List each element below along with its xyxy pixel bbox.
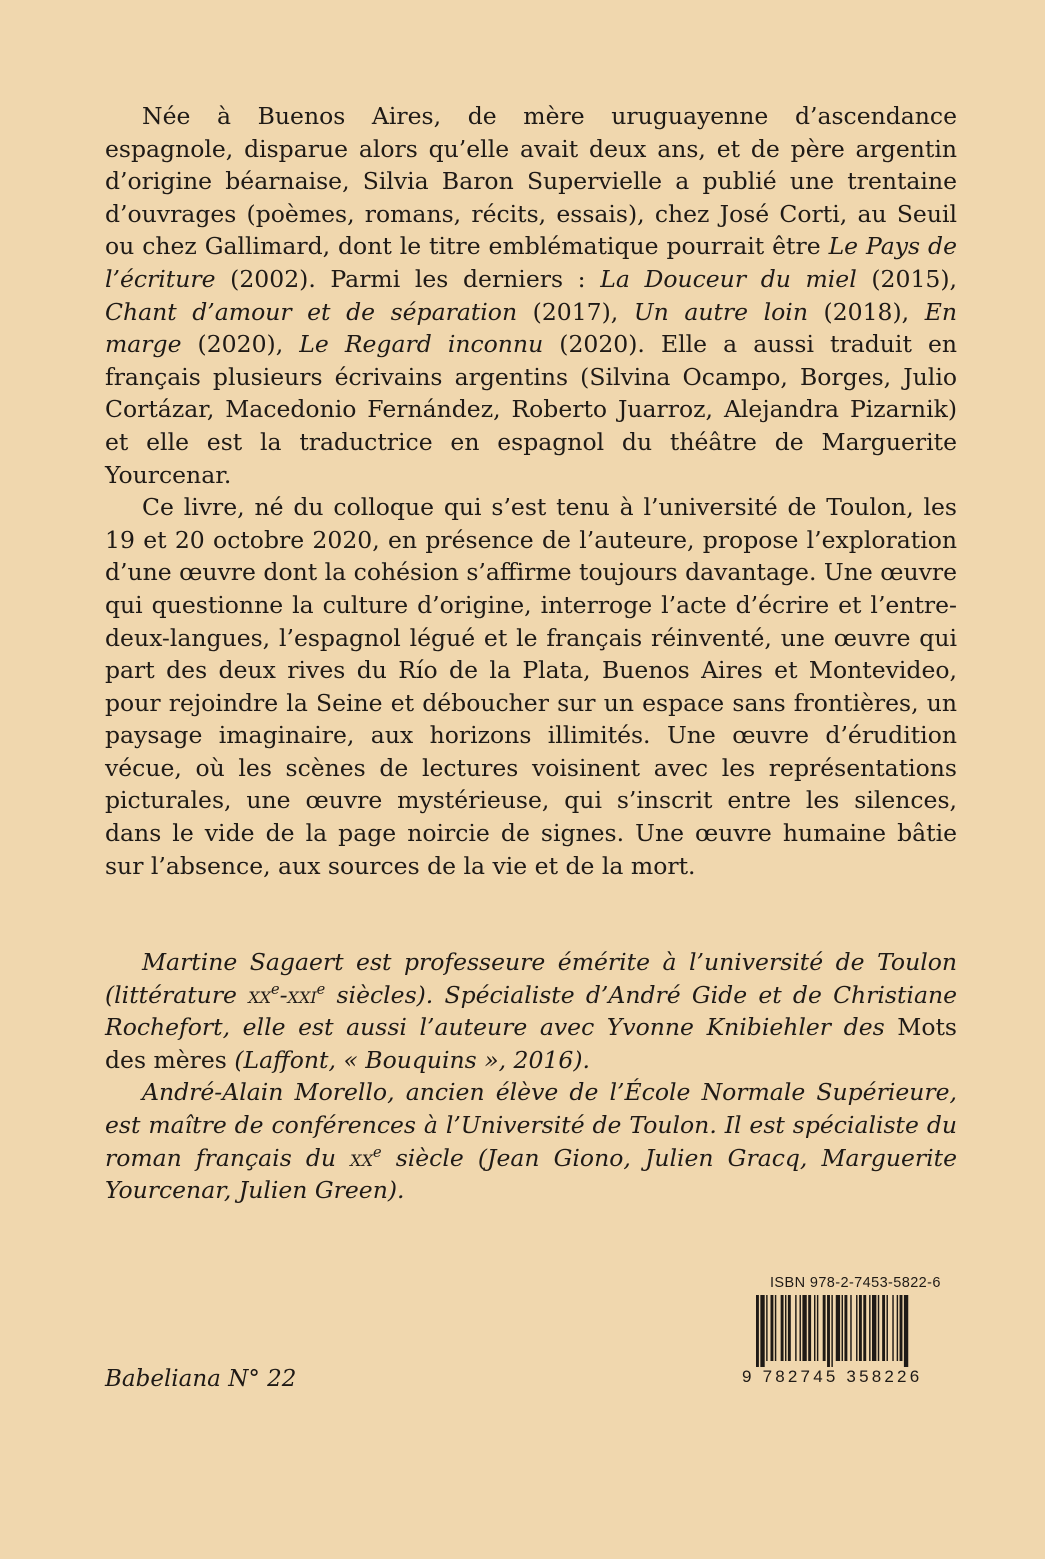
barcode-bar bbox=[850, 1295, 851, 1361]
barcode-bar bbox=[788, 1295, 791, 1361]
book-title: Chant d’amour et de séparation bbox=[105, 297, 518, 326]
barcode-bar bbox=[814, 1295, 815, 1361]
description-text bbox=[105, 100, 957, 882]
barcode-bar bbox=[882, 1295, 885, 1361]
barcode-bar bbox=[775, 1295, 776, 1361]
series-label: Babeliana N° 22 bbox=[105, 1366, 297, 1392]
ean-digits: 9 782745 358226 bbox=[742, 1367, 923, 1386]
paragraph-book-description: Ce livre, né du colloque qui s’est tenu à l’université de Toulon, les 19 et 20 octobre 2020, en présence de l’auteure, propose l’exploration d’une œuvre dont la cohésion s’affirme toujours davantage. Une œuvre qui questionne la culture d’origine, interroge l’acte d’écrire et l’entre-deux-langues, l’espagnol légué et le français réinventé, une œuvre qui part des deux rives du Río de la Plata, Buenos Aires et Montevideo, pour rejoindre la Seine et déboucher sur un espace sans frontières, un paysage imaginaire, aux horizons illimités. Une œuvre d’érudition vécue, où les scènes de lectures voisinent avec les représentations picturales, une œuvre mystérieuse, qui s’inscrit entre les silences, dans le vide de la page noircie de signes. Une œuvre humaine bâtie sur l’absence, aux sources de la vie et de la mort. bbox=[105, 493, 957, 880]
book-title: Le Regard inconnu bbox=[299, 330, 544, 359]
barcode-bar bbox=[802, 1295, 806, 1361]
barcode-bar bbox=[904, 1295, 908, 1367]
book-title: La Douceur du miel bbox=[600, 264, 857, 293]
barcode-bar bbox=[872, 1295, 876, 1361]
barcode-bar bbox=[859, 1295, 862, 1361]
paragraph-author-intro: Née à Buenos Aires, de mère uruguayenne d’ascendance espagnole, disparue alors qu’elle avait deux ans, et de père argentin d’origine béarnaise, Silvia Baron Supervielle a publié une trentaine d’ouvrages (poèmes, romans, récits, essais), chez José Corti, au Seuil ou chez Gallimard, dont le titre emblématique pourrait être Le Pays de l’écriture (2002). Parmi les derniers : La Douceur du miel (2015), Chant d’amour et de séparation (2017), Un autre loin (2018), En marge (2020), Le Regard inconnu (2020). Elle a aussi traduit en français plusieurs écrivains argentins (Silvina Ocampo, Borges, Julio Cortázar, Macedonio Fernández, Roberto Juarroz, Alejandra Pizarnik) et elle est la traductrice en espagnol du théâtre de Marguerite Yourcenar. bbox=[105, 102, 958, 489]
barcode-bar bbox=[831, 1295, 832, 1367]
book-title: Mots des mères bbox=[105, 1013, 957, 1074]
barcode-bar bbox=[771, 1295, 774, 1361]
barcode-bar bbox=[781, 1295, 784, 1361]
barcode-bar bbox=[760, 1295, 764, 1367]
barcode-bar bbox=[836, 1295, 840, 1361]
barcode-bar bbox=[785, 1295, 786, 1361]
barcode-bar bbox=[823, 1295, 826, 1361]
barcode-bar bbox=[863, 1295, 866, 1361]
barcode-bar bbox=[817, 1295, 818, 1361]
barcode-bar bbox=[869, 1295, 870, 1361]
barcode-bar bbox=[808, 1295, 811, 1361]
isbn-barcode bbox=[742, 1275, 956, 1395]
barcode-bar bbox=[756, 1295, 759, 1367]
barcode-bar bbox=[766, 1295, 767, 1361]
barcode-bar bbox=[827, 1295, 830, 1367]
book-title: Le Pays de l’écriture bbox=[105, 232, 957, 293]
barcode-bar bbox=[842, 1295, 843, 1361]
barcode-bar bbox=[844, 1295, 847, 1361]
bio-andre-alain-morello: André-Alain Morello, ancien élève de l’École Normale Supérieure, est maître de conférences à l’Université de Toulon. Il est spécialiste du roman français du $xx^e$ siècle (Jean Giono, Julien Gracq, Marguerite Yourcenar, Julien Green). bbox=[105, 1078, 957, 1205]
book-title: Un autre loin bbox=[633, 297, 808, 326]
barcode-bar bbox=[887, 1295, 888, 1361]
editors-bios bbox=[105, 946, 957, 1207]
barcode-bar bbox=[897, 1295, 898, 1361]
barcode-bar bbox=[856, 1295, 857, 1361]
barcode-bar bbox=[800, 1295, 801, 1361]
barcode-bar bbox=[900, 1295, 903, 1361]
isbn-number: ISBN 978-2-7453-5822-6 bbox=[770, 1275, 941, 1291]
barcode-bar bbox=[795, 1295, 796, 1361]
barcode-bar bbox=[878, 1295, 879, 1361]
bio-martine-sagaert: Martine Sagaert est professeure émérite à l’université de Toulon (littérature $xx^e-xxi^e$ siècles). Spécialiste d’André Gide et de Christiane Rochefort, elle est aussi l’auteure avec Yvonne Knibiehler des Mots des mères (Laffont, « Bouquins », 2016). bbox=[105, 948, 958, 1074]
barcode-bar bbox=[892, 1295, 893, 1361]
barcode-bars bbox=[742, 1295, 956, 1367]
book-title: En marge bbox=[105, 297, 958, 359]
